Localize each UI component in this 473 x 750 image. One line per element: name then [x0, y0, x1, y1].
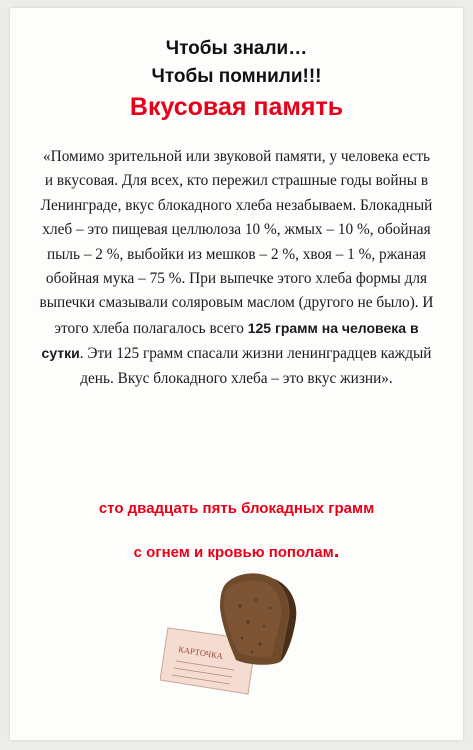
quote-text-part-1: «Помимо зрительной или звуковой памяти, у человека есть и вкусовая. Для всех, кто пережил страшные годы войны в Ленинграде, вкус блокадного хлеба незабываем. Блокадный хлеб – это пищевая целлюлоза 10 %, жмых – 10 %, обойная пыль – 2 %, выбойки из мешков – 2 %, хвоя – 1 %, ржаная обойная мука – 75 %. При выпечке этого хлеба формы для выпечки смазывали соляровым маслом (другого не было). И этого хлеба полагалось всего [39, 148, 434, 337]
quote-bold-ration: 125 грамм на человека в сутки [41, 319, 419, 362]
verse-end-dot: . [333, 540, 340, 562]
quote-text-part-2: . Эти 125 грамм спасали жизни ленинградцев каждый день. Вкус блокадного хлеба – это вкус жизни». [79, 345, 432, 387]
page-title: Вкусовая память [129, 93, 344, 121]
verse-line-1: сто двадцать пять блокадных грамм [98, 500, 375, 517]
bread-and-ration-card-image [160, 566, 310, 716]
verse-line-2 [0, 541, 473, 563]
header-line-2: Чтобы помнили!!! [151, 66, 322, 87]
quote-paragraph [38, 145, 435, 391]
ration-card-heading: КАРТОЧКА [177, 644, 224, 662]
verse-line-2-text: с огнем и кровью пополам [133, 544, 334, 561]
header-line-1: Чтобы знали… [165, 38, 308, 59]
